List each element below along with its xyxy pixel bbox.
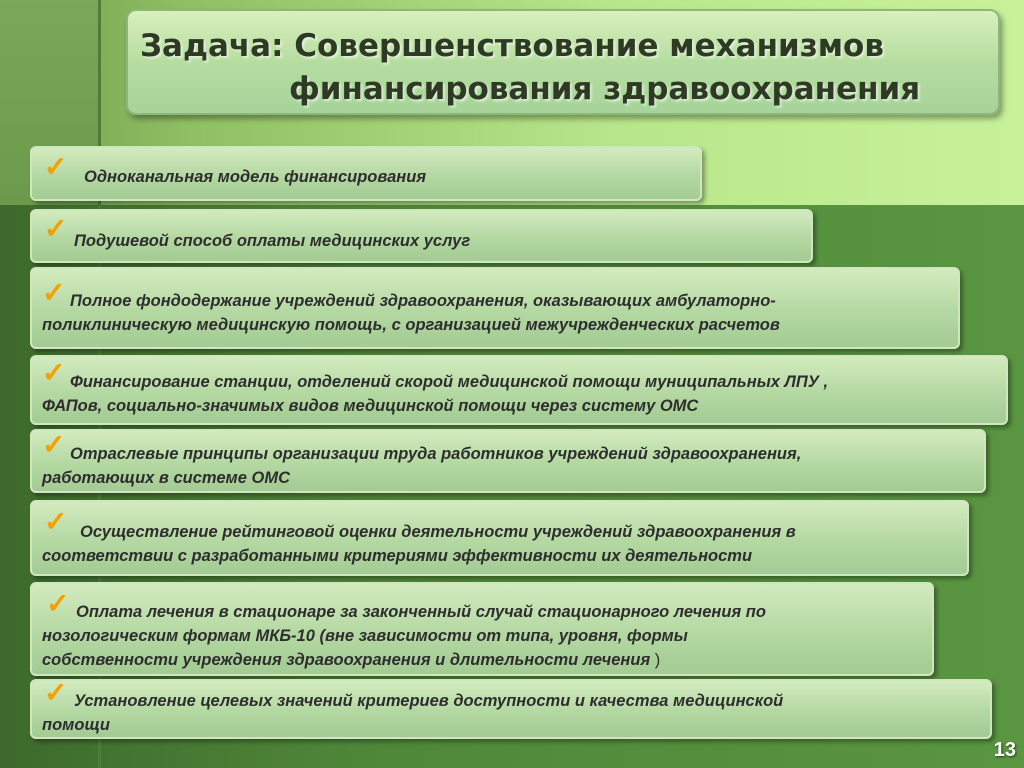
- list-item: [30, 267, 960, 349]
- item-text-line: Полное фондодержание учреждений здравоохранения, оказывающих амбулаторно-: [70, 292, 776, 310]
- item-text-line: Оплата лечения в стационаре за законченный случай стационарного лечения по: [76, 603, 766, 621]
- checkmark-icon: ✓: [42, 357, 66, 388]
- item-text-line: нозологическим формам МКБ-10 (вне зависимости от типа, уровня, формы: [42, 627, 688, 645]
- item-text-line: Осуществление рейтинговой оценки деятельности учреждений здравоохранения в: [80, 523, 796, 541]
- list-item: [30, 582, 934, 676]
- item-text-line: поликлиническую медицинскую помощь, с организацией межучрежденческих расчетов: [42, 316, 780, 334]
- title-box: [126, 9, 1000, 115]
- item-text-line: [42, 648, 660, 672]
- item-text-main: собственности учреждения здравоохранения и длительности лечения: [42, 651, 651, 669]
- checkmark-icon: ✓: [44, 151, 68, 182]
- checkmark-icon: ✓: [44, 213, 68, 244]
- item-text-tail: ): [650, 651, 661, 669]
- item-text-line: Отраслевые принципы организации труда работников учреждений здравоохранения,: [70, 445, 802, 463]
- checkmark-icon: ✓: [44, 677, 68, 708]
- title-line-2: финансирования здравоохранения: [289, 71, 921, 107]
- item-text-line: работающих в системе ОМС: [42, 469, 291, 487]
- checkmark-icon: ✓: [42, 429, 66, 460]
- page-number: 13: [993, 739, 1016, 761]
- checkmark-icon: ✓: [44, 506, 68, 537]
- item-text-line: Установление целевых значений критериев доступности и качества медицинской: [74, 692, 784, 710]
- item-text-line: помощи: [42, 716, 110, 734]
- list-item: [30, 679, 992, 739]
- list-item: [30, 209, 813, 263]
- list-item: [30, 500, 969, 576]
- item-text-line: ФАПов, социально-значимых видов медицинской помощи через систему ОМС: [42, 397, 699, 415]
- checkmark-icon: ✓: [46, 588, 70, 619]
- title-line-1: Задача: Совершенствование механизмов: [140, 28, 884, 64]
- list-item: [30, 355, 1008, 425]
- list-item: [30, 429, 986, 493]
- item-text-line: соответствии с разработанными критериями эффективности их деятельности: [42, 547, 753, 565]
- checkmark-icon: ✓: [42, 277, 66, 308]
- item-text-line: Подушевой способ оплаты медицинских услуг: [74, 232, 471, 250]
- item-text-line: Одноканальная модель финансирования: [84, 168, 427, 186]
- list-item: [30, 146, 702, 201]
- item-text-line: Финансирование станции, отделений скорой медицинской помощи муниципальных ЛПУ ,: [70, 373, 829, 391]
